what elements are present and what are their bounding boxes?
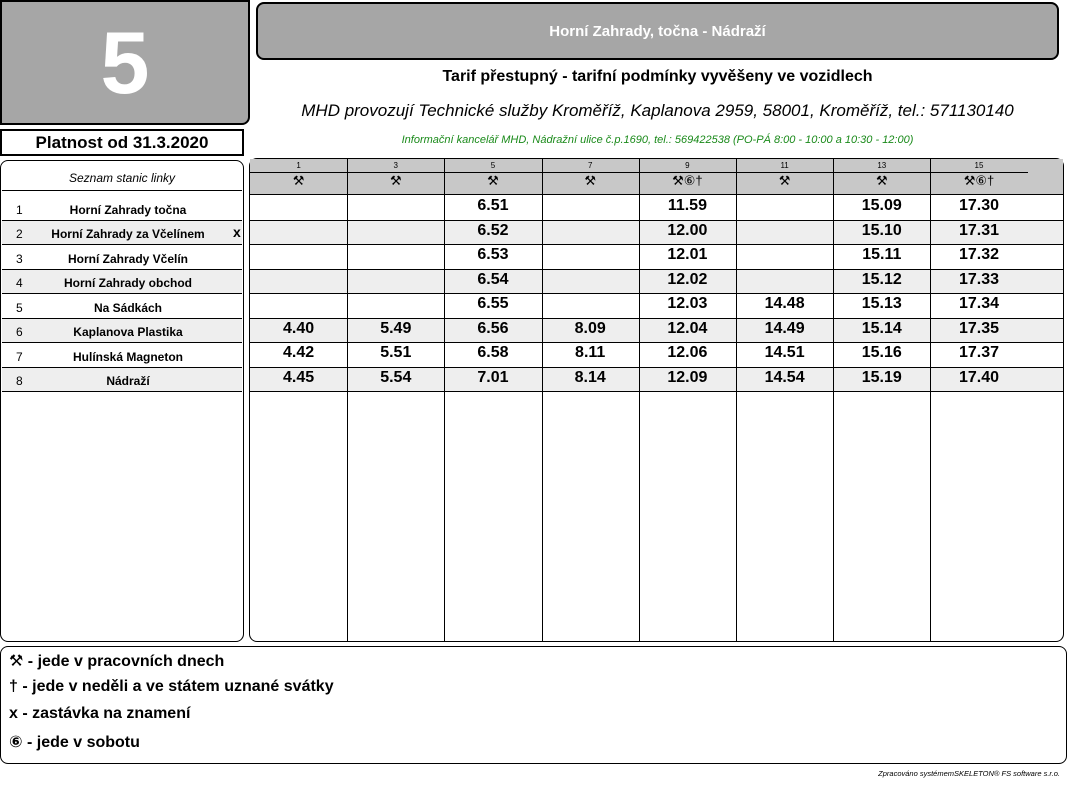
departure-time: 14.48 (764, 295, 805, 312)
stop-row (2, 294, 242, 319)
departure-time: 17.35 (958, 319, 999, 337)
departure-time: 15.13 (861, 295, 902, 312)
stop-name: Horní Zahrady za Včelínem (51, 227, 205, 241)
legend-item: † - jede v neděli a ve státem uznané svátky (9, 678, 334, 695)
stop-name: Horní Zahrady Včelín (67, 251, 189, 266)
stop-index: 5 (16, 300, 23, 315)
info-office: Informační kancelář MHD, Nádražní ulice č.p.1690, tel.: 569422538 (PO-PÁ 8:00 - 10:00 a 10:30 - 12:00) (401, 134, 914, 146)
stop-name: Hulínská Magneton (72, 349, 183, 364)
trip-symbols: ⚒⑥† (963, 173, 995, 188)
trip-number: 11 (780, 161, 789, 170)
departure-time: 8.14 (574, 368, 606, 386)
footer-credit: Zpracováno systémemSKELETON® FS software s.r.o. (878, 769, 1060, 778)
route-title-box (256, 2, 1059, 60)
departure-time: 6.51 (477, 197, 509, 214)
departure-time: 17.31 (958, 221, 999, 239)
symbol-divider (542, 172, 639, 173)
symbol-divider (347, 172, 444, 173)
stop-index: 4 (16, 276, 23, 290)
departure-time: 17.34 (958, 295, 999, 312)
departure-time: 6.56 (477, 319, 509, 337)
symbol-divider (250, 172, 347, 173)
departure-time: 12.04 (667, 319, 708, 337)
operator-info: MHD provozují Technické služby Kroměříž, Kaplanova 2959, 58001, Kroměříž, tel.: 571130140 (301, 101, 1014, 120)
departure-time: 17.37 (958, 344, 999, 361)
column-divider (736, 159, 737, 641)
column-divider (542, 159, 543, 641)
departure-time: 6.55 (477, 295, 509, 312)
departure-time: 15.12 (861, 270, 902, 288)
validity-date: Platnost od 31.3.2020 (0, 129, 244, 156)
trip-number: 3 (393, 161, 398, 170)
stop-index: 6 (16, 325, 23, 339)
line-number: 5 (100, 12, 150, 112)
departure-time: 5.54 (380, 368, 412, 386)
departure-time: 14.49 (764, 319, 805, 337)
departure-time: 15.09 (861, 197, 902, 214)
stop-index: 1 (16, 202, 23, 217)
departure-time: 15.14 (861, 319, 902, 337)
stop-index: 3 (16, 251, 23, 266)
trip-number: 1 (296, 161, 301, 170)
departure-time: 12.09 (667, 368, 708, 386)
legend-item: ⚒ - jede v pracovních dnech (9, 653, 225, 670)
symbol-divider (833, 172, 930, 173)
departure-time: 6.53 (477, 246, 509, 263)
departure-time: 12.01 (667, 246, 708, 263)
stop-row (2, 368, 242, 393)
stop-name: Na Sádkách (93, 300, 163, 315)
tarif-note: Tarif přestupný - tarifní podmínky vyvěšeny ve vozidlech (442, 68, 873, 85)
stop-row (2, 221, 242, 246)
stop-row (2, 196, 242, 221)
departure-time: 5.49 (380, 319, 412, 337)
departure-time: 12.02 (667, 270, 708, 288)
legend-item: x - zastávka na znamení (9, 705, 191, 722)
line-number-box (0, 0, 250, 125)
departure-time: 15.11 (862, 246, 902, 263)
symbol-divider (930, 172, 1027, 173)
departure-time: 4.40 (283, 319, 315, 337)
trip-number: 15 (974, 161, 984, 170)
stops-header: Seznam stanic linky (2, 165, 242, 191)
departure-time: 7.01 (477, 368, 509, 386)
departure-time: 8.09 (574, 319, 606, 337)
stop-row (2, 343, 242, 368)
departure-time: 17.33 (958, 270, 999, 288)
stop-name: Nádraží (106, 374, 150, 388)
stop-name: Horní Zahrady obchod (63, 276, 192, 290)
stop-name: Kaplanova Plastika (73, 325, 183, 339)
departure-time: 12.06 (667, 344, 708, 361)
stop-index: 2 (16, 227, 23, 241)
stop-index: 8 (16, 374, 23, 388)
departure-time: 4.42 (283, 344, 315, 361)
departure-time: 12.03 (667, 295, 708, 312)
stop-row (2, 319, 242, 344)
departure-time: 17.30 (958, 197, 999, 214)
trip-symbols: ⚒ (292, 173, 305, 188)
stop-name: Horní Zahrady točna (69, 202, 187, 217)
departure-time: 8.11 (575, 344, 606, 361)
departure-time: 6.58 (477, 344, 509, 361)
stop-row (2, 245, 242, 270)
legend-item: ⑥ - jede v sobotu (9, 734, 140, 751)
symbol-divider (639, 172, 736, 173)
departure-time: 4.45 (283, 368, 315, 386)
departure-time: 6.52 (477, 221, 509, 239)
departure-time: 14.54 (764, 368, 805, 386)
stop-index: 7 (16, 349, 23, 364)
departure-time: 11.59 (667, 197, 707, 214)
trip-number: 13 (877, 161, 887, 170)
trip-symbols: ⚒ (584, 173, 597, 188)
trip-symbols: ⚒ (875, 173, 888, 188)
route-title: Horní Zahrady, točna - Nádraží (549, 22, 766, 40)
trip-number: 5 (490, 161, 496, 170)
trip-number: 7 (587, 161, 593, 170)
trip-number: 9 (685, 161, 690, 170)
departure-time: 15.10 (861, 221, 902, 239)
trip-symbols: ⚒ (389, 173, 402, 188)
trip-symbols: ⚒ (487, 173, 499, 188)
stop-row (2, 270, 242, 295)
column-divider (347, 159, 348, 641)
departure-time: 15.19 (861, 368, 902, 386)
trip-symbols: ⚒ (778, 173, 791, 188)
departure-time: 14.51 (764, 344, 805, 361)
trip-symbols: ⚒⑥† (672, 173, 703, 188)
request-stop-flag: x (233, 223, 241, 240)
departure-time: 17.40 (958, 368, 999, 386)
symbol-divider (736, 172, 833, 173)
departure-time: 15.16 (861, 344, 902, 361)
departure-time: 12.00 (667, 221, 708, 239)
departure-time: 17.32 (958, 246, 999, 263)
departure-time: 6.54 (477, 270, 509, 288)
departure-time: 5.51 (380, 344, 412, 361)
symbol-divider (444, 172, 541, 173)
